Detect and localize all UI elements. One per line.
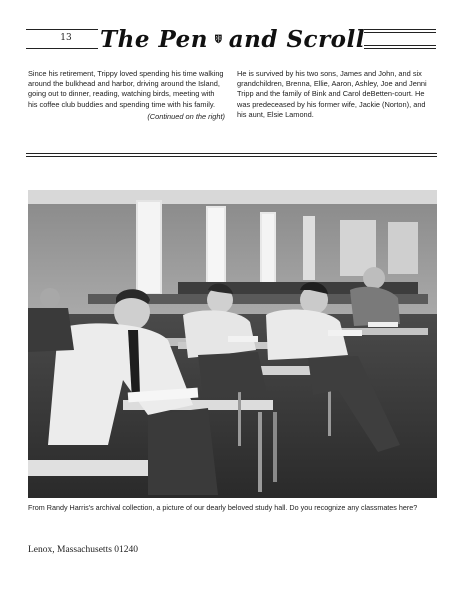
article-column-right xyxy=(237,69,437,120)
masthead-title-left: The Pen xyxy=(100,25,209,53)
footer-location: Lenox, Massachusetts 01240 xyxy=(28,545,139,555)
continued-note: (Continued on the right) xyxy=(147,111,225,121)
masthead-title-right: and Scroll xyxy=(228,25,365,53)
photo-caption: From Randy Harris's archival collection, a picture of our dearly beloved study hall. Do you recognize any classmates here? xyxy=(28,503,418,512)
header-rule-right-bottom xyxy=(364,45,436,46)
article-column-left xyxy=(28,69,225,122)
page-number: 13 xyxy=(60,33,72,43)
article-right-text: He is survived by his two sons, James and John, and six grandchildren, Brenna, Ellie, Aaron, Ashley, Joe and Jenni Tripp and the family of Bink and Carol deBetten-court. He was predeceased by his former wife, Jackie (Norton), and his aunt, Elsie Lamond. xyxy=(237,69,427,119)
section-divider-bottom xyxy=(26,156,437,157)
masthead xyxy=(100,22,365,56)
header-rule-left-top xyxy=(26,29,98,30)
header-rule-right-bottom2 xyxy=(364,48,436,49)
study-hall-photo xyxy=(28,190,437,498)
article-left-text: Since his retirement, Trippy loved spending his time walking around the bulkhead and harbor, driving around the Island, going out to dinner, reading, watching birds, meeting with his coffee club buddies and spending time with his family. xyxy=(28,69,224,109)
crest-shield-icon xyxy=(214,24,223,54)
header-rule-left-bottom xyxy=(26,48,98,49)
section-divider-top xyxy=(26,153,437,154)
header-rule-right-mid xyxy=(364,32,436,33)
header-rule-right-top xyxy=(364,29,436,30)
